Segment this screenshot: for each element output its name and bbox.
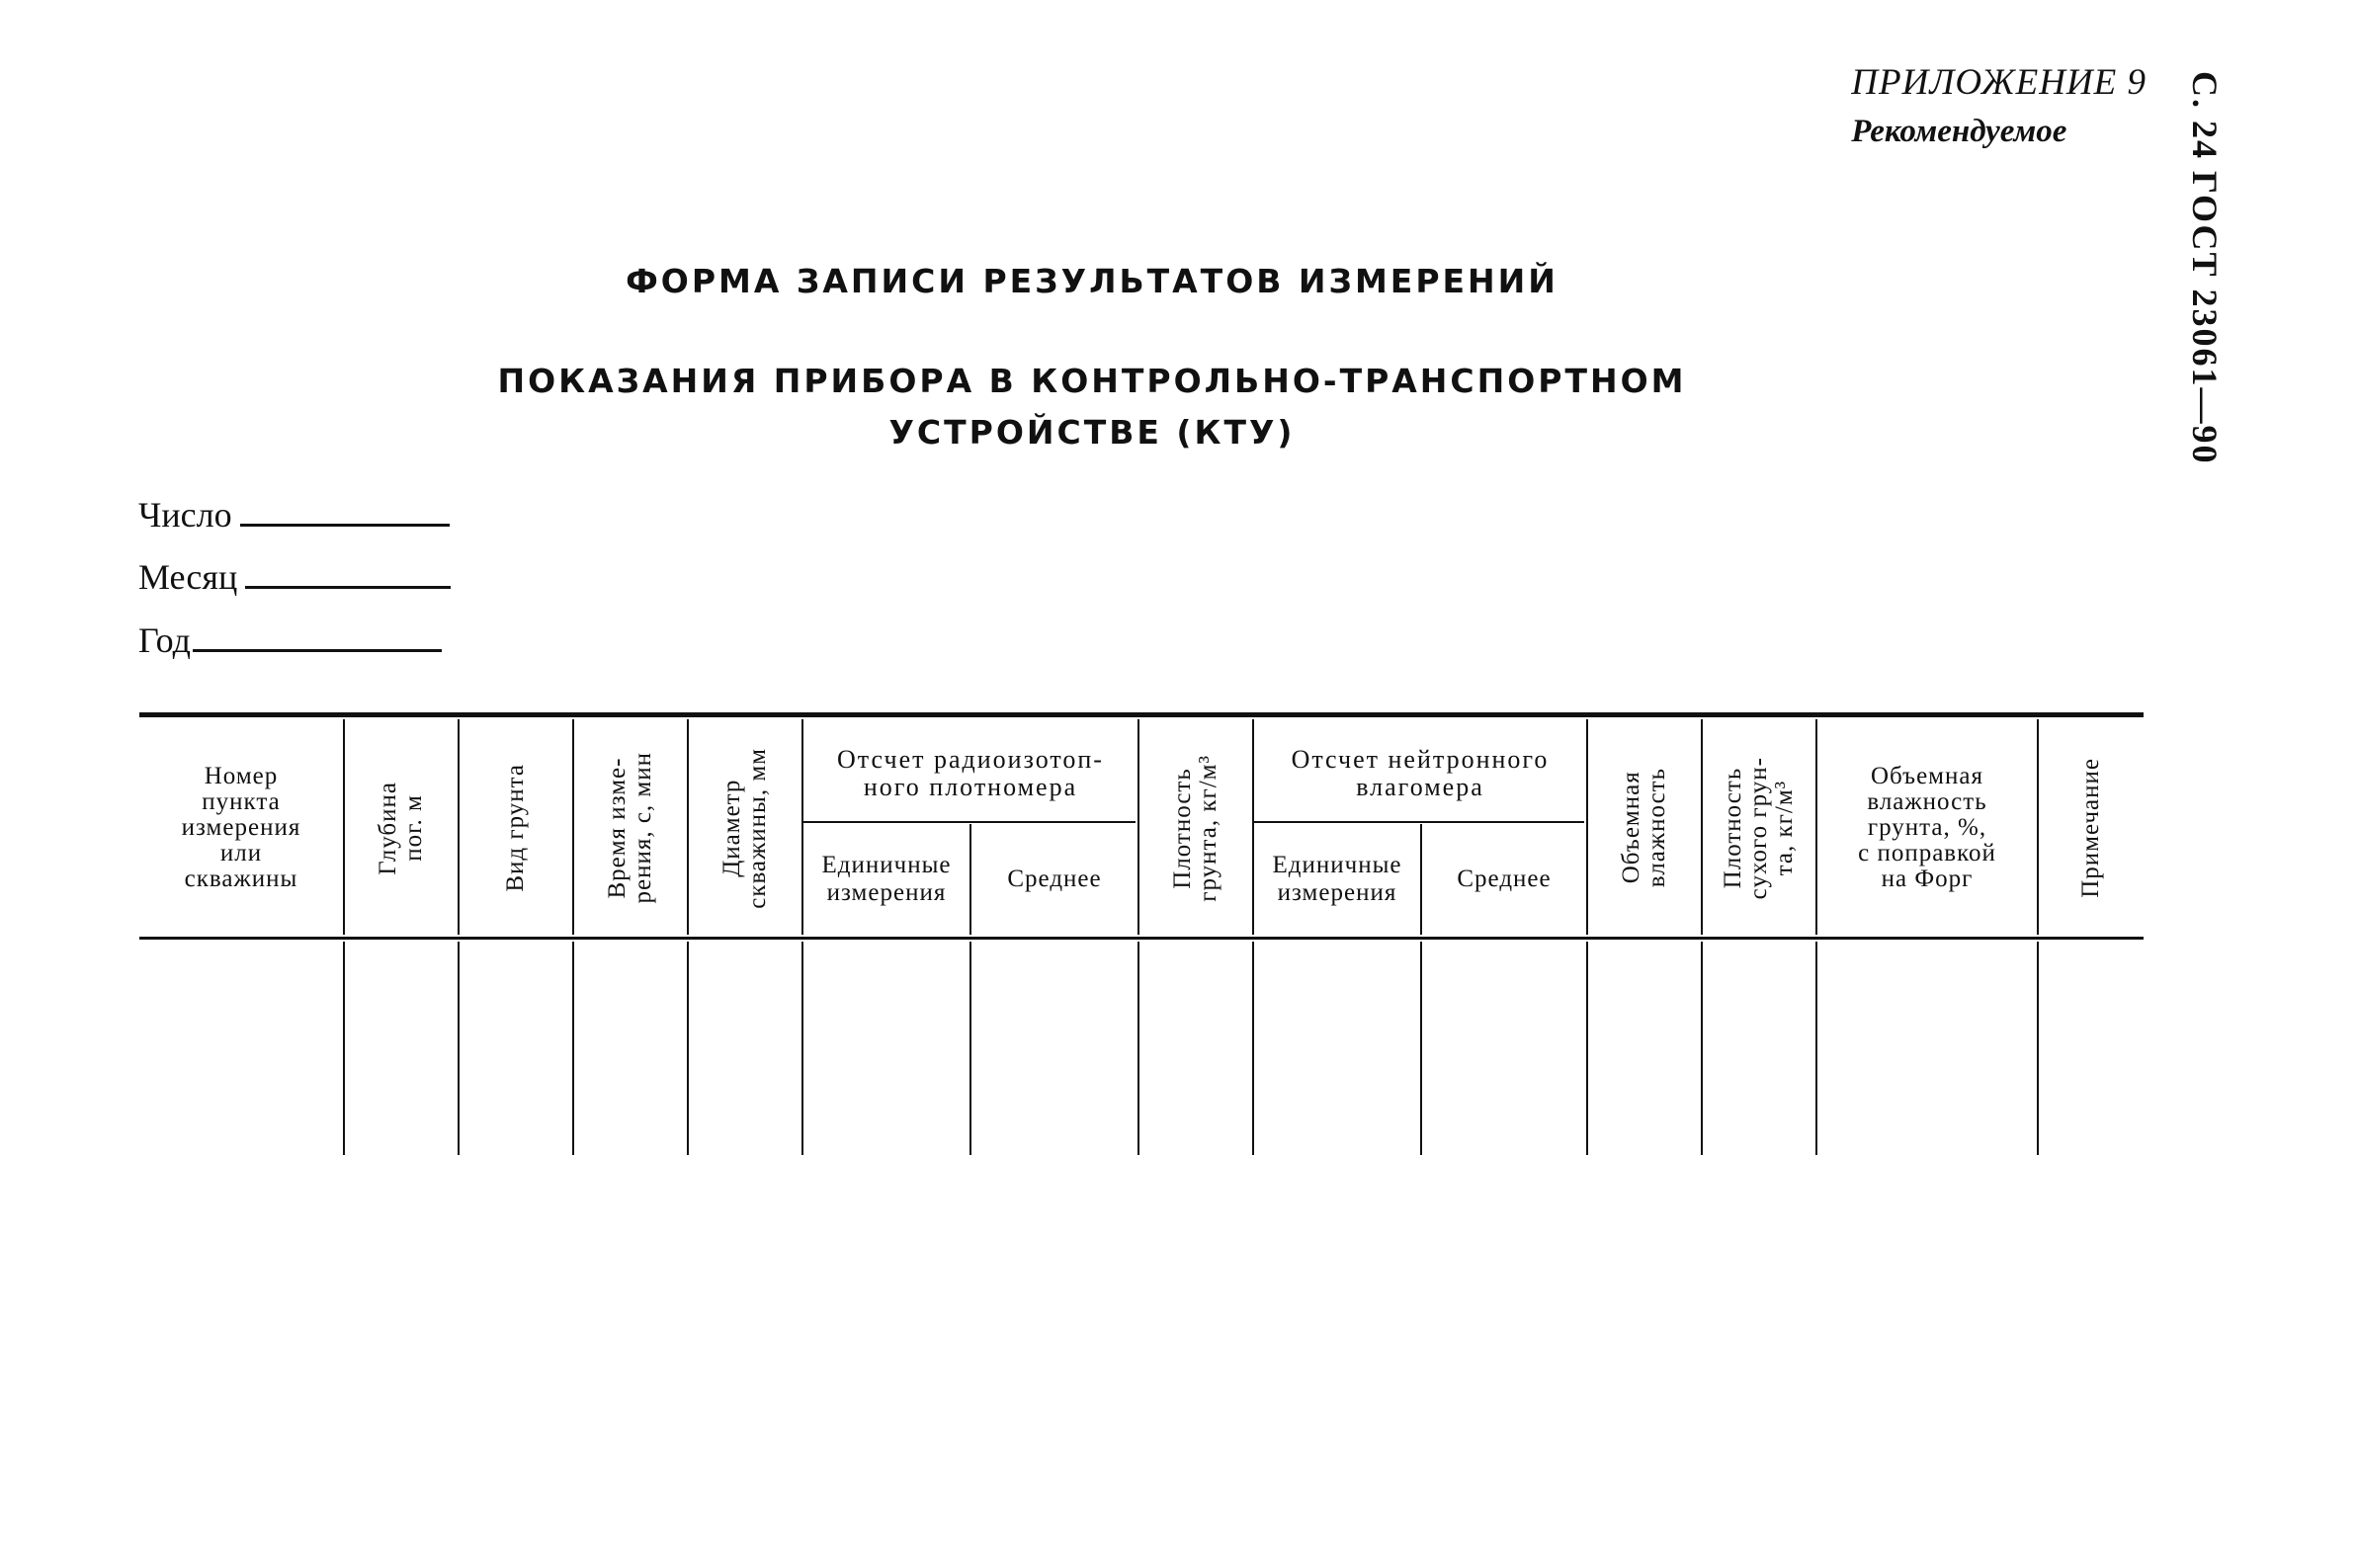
header-soil-type bbox=[460, 720, 572, 936]
day-blank[interactable] bbox=[240, 494, 450, 527]
month-blank[interactable] bbox=[245, 556, 451, 589]
group-divider bbox=[1254, 821, 1584, 823]
year-field[interactable] bbox=[138, 619, 442, 661]
header-time bbox=[574, 720, 687, 936]
col-divider bbox=[801, 942, 803, 1155]
month-field[interactable] bbox=[138, 556, 451, 598]
col-divider bbox=[572, 942, 574, 1155]
col-divider bbox=[1252, 942, 1254, 1155]
header-note-text: Примечание bbox=[2077, 758, 2104, 898]
header-neutron-average: Среднее bbox=[1457, 866, 1552, 892]
group-divider bbox=[803, 821, 1136, 823]
col-divider bbox=[2037, 942, 2039, 1155]
header-corrected-moisture: Объемная влажность грунта, %, с поправкой на Форг bbox=[1858, 763, 1996, 892]
page-reference: С. 24 ГОСТ 23061—90 bbox=[2185, 71, 2225, 465]
header-density bbox=[1139, 720, 1252, 936]
col-divider bbox=[1137, 942, 1139, 1155]
header-neutron-group: Отсчет нейтронного влагомера bbox=[1291, 745, 1550, 801]
day-field[interactable] bbox=[138, 494, 450, 536]
header-soil-type-text: Вид грунта bbox=[502, 764, 529, 892]
header-depth bbox=[345, 720, 458, 936]
measurement-table bbox=[139, 712, 2144, 1157]
header-diameter-text: Диаметр скважины, мм bbox=[718, 747, 771, 909]
table-top-rule bbox=[139, 712, 2144, 717]
document-title: ФОРМА ЗАПИСИ РЕЗУЛЬТАТОВ ИЗМЕРЕНИЙ bbox=[626, 262, 1558, 300]
header-density-text: Плотность грунта, кг/м³ bbox=[1169, 754, 1221, 902]
col-divider bbox=[1420, 942, 1422, 1155]
col-divider bbox=[1701, 942, 1703, 1155]
header-dry-density-text: Плотность сухого грун- та, кг/м³ bbox=[1720, 756, 1798, 900]
appendix-label bbox=[1851, 61, 2147, 150]
table-header-rule bbox=[139, 937, 2144, 940]
col-divider bbox=[458, 942, 460, 1155]
col-divider bbox=[1586, 942, 1588, 1155]
month-label: Месяц bbox=[138, 557, 238, 597]
header-neutron-single: Единичные измерения bbox=[1272, 852, 1402, 906]
header-diameter bbox=[689, 720, 801, 936]
header-volumetric-moisture-text: Объемная влажность bbox=[1618, 768, 1670, 888]
day-label: Число bbox=[138, 495, 232, 535]
header-dry-density bbox=[1703, 720, 1815, 936]
header-note bbox=[2039, 720, 2144, 936]
col-divider bbox=[343, 942, 345, 1155]
appendix-subtitle: Рекомендуемое bbox=[1851, 114, 2067, 149]
header-radio-single: Единичные измерения bbox=[821, 852, 952, 906]
appendix-title: ПРИЛОЖЕНИЕ 9 bbox=[1851, 62, 2147, 103]
header-time-text: Время изме- рения, с, мин bbox=[604, 752, 656, 904]
header-radio-group: Отсчет радиоизотоп- ного плотномера bbox=[837, 745, 1104, 801]
col-divider bbox=[969, 942, 971, 1155]
header-volumetric-moisture bbox=[1588, 720, 1701, 936]
header-point-number: Номер пункта измерения или скважины bbox=[181, 763, 301, 892]
col-divider bbox=[1815, 942, 1817, 1155]
document-subtitle: ПОКАЗАНИЯ ПРИБОРА В КОНТРОЛЬНО-ТРАНСПОРТНОМ УСТРОЙСТВЕ (КТУ) bbox=[497, 362, 1687, 452]
year-label: Год bbox=[138, 620, 191, 660]
header-radio-average: Среднее bbox=[1007, 866, 1102, 892]
year-blank[interactable] bbox=[193, 619, 442, 652]
header-depth-text: Глубина пог. м bbox=[375, 781, 427, 875]
col-divider bbox=[687, 942, 689, 1155]
